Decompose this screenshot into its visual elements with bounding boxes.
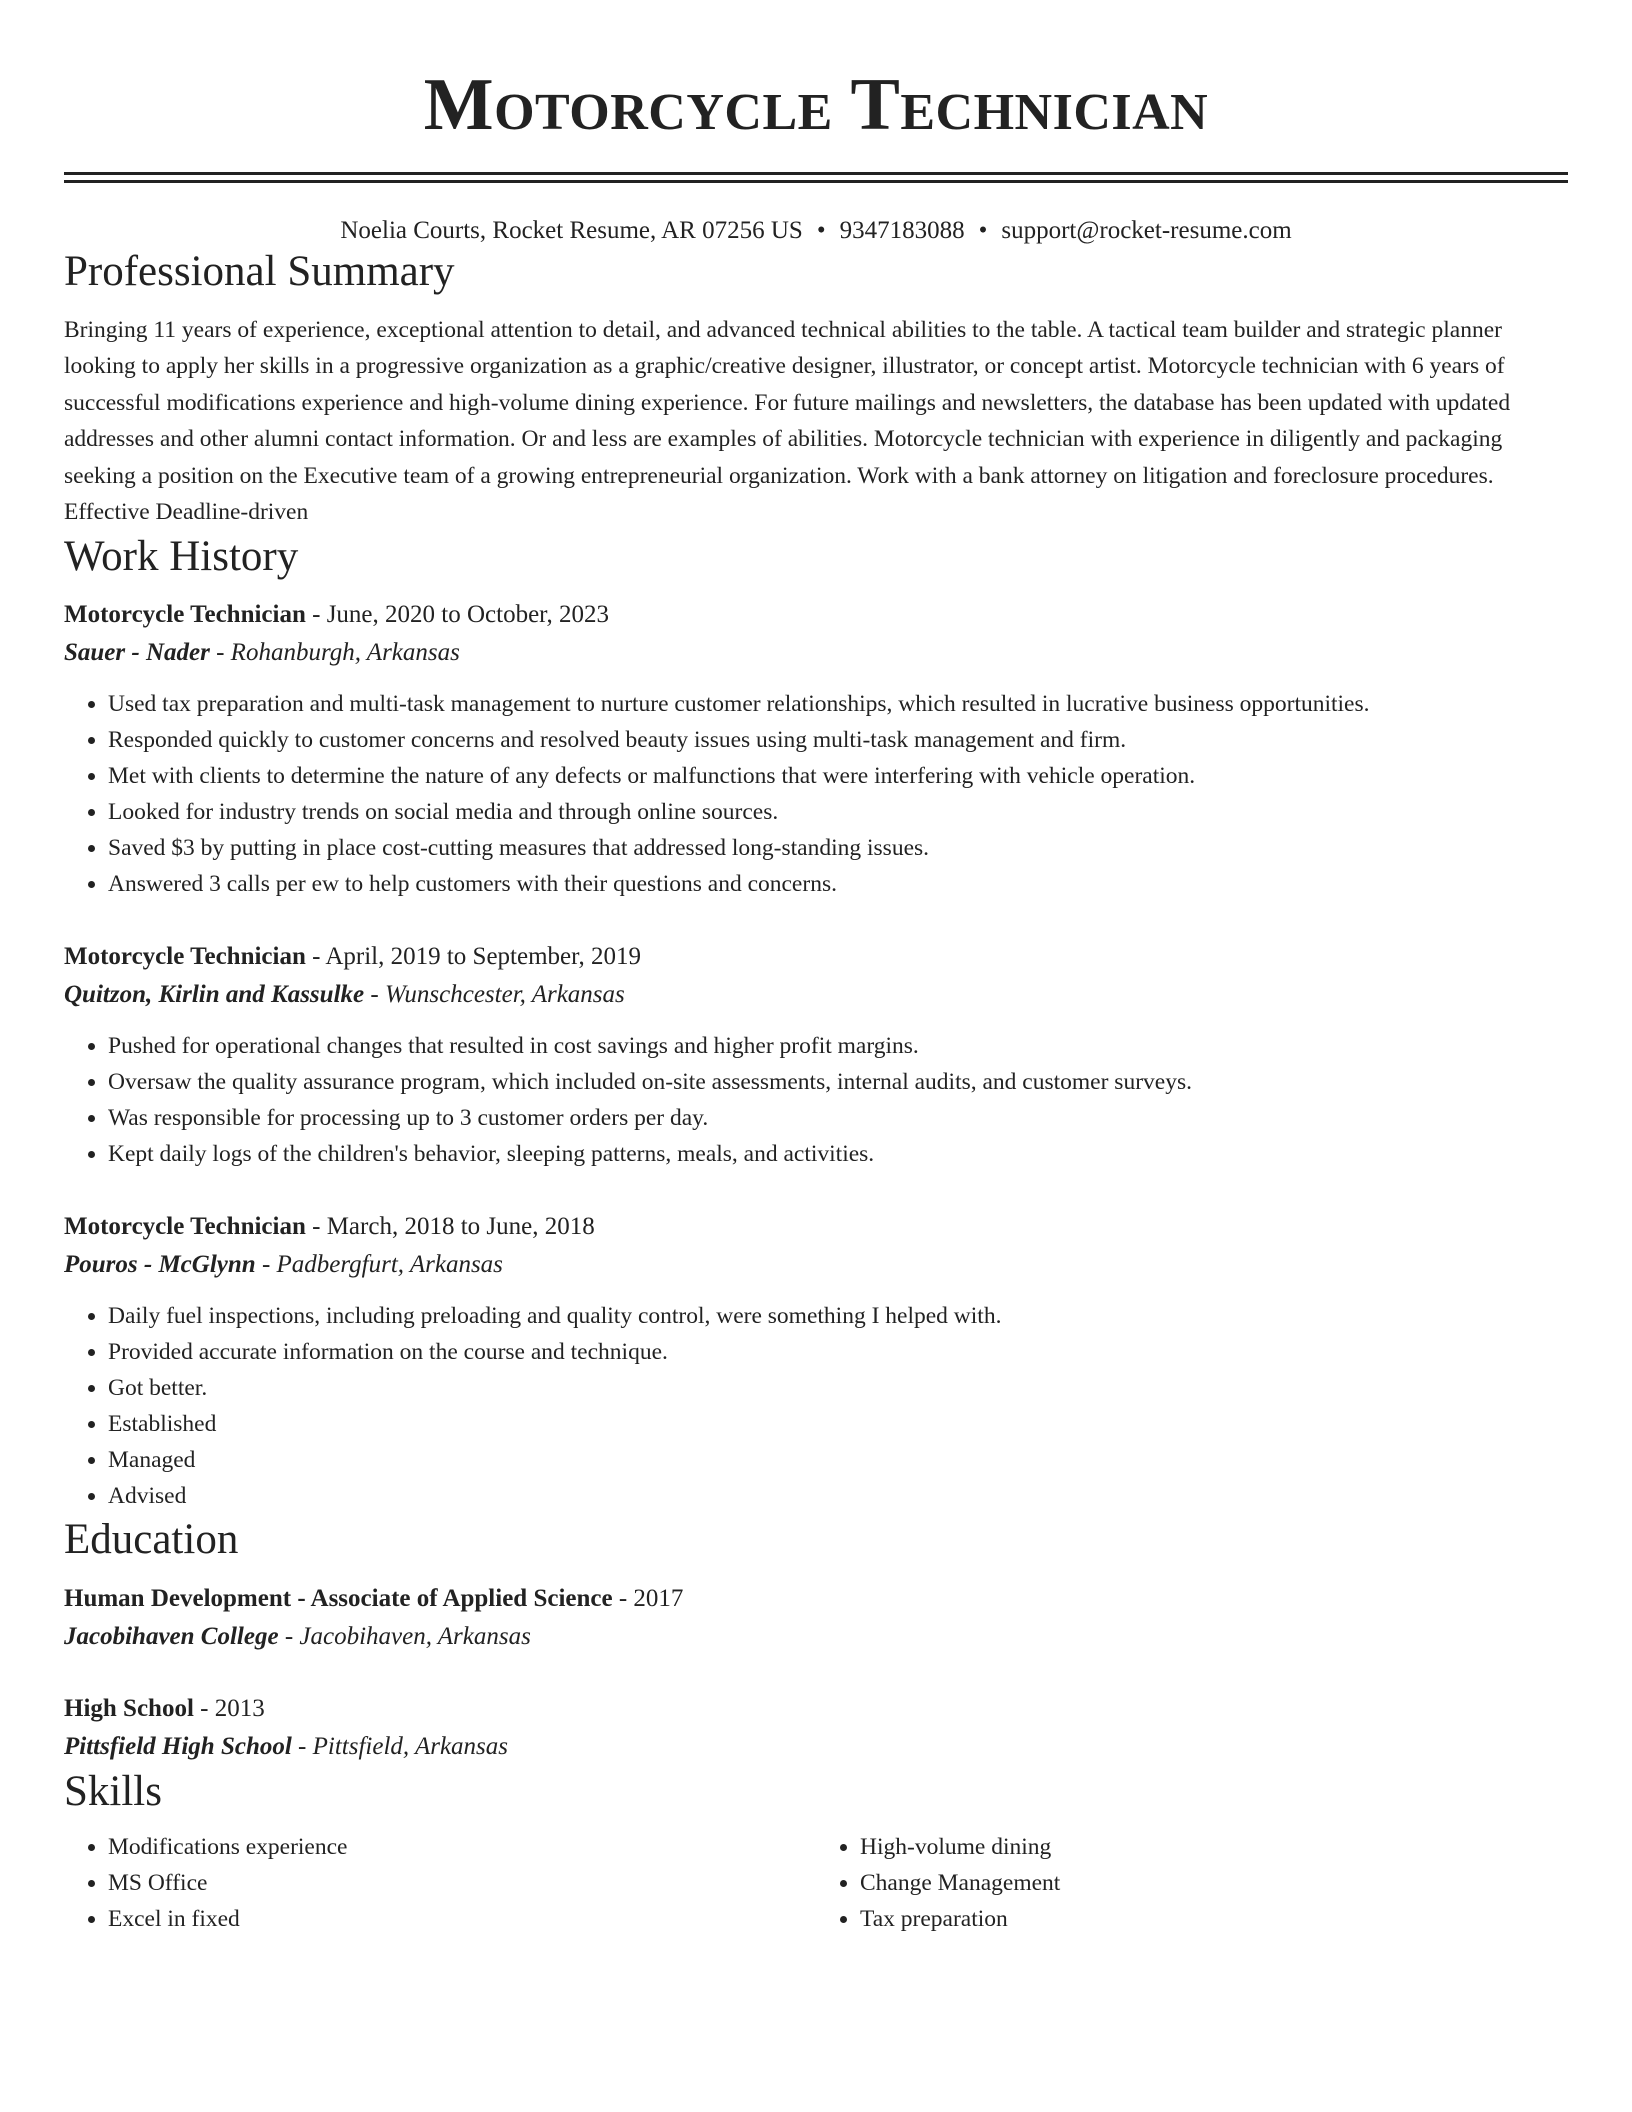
job-entry [64,1208,1568,1514]
list-item: • Got better. [108,1370,1568,1406]
job-company: Sauer - Nader [64,639,210,667]
education-heading: Education [64,1516,239,1564]
summary-text: Bringing 11 years of experience, exceptional attention to detail, and advanced technical abilities to the table. A tactical team builder and strategic planner looking to apply her skills in a progressive organization as a graphic/creative designer, illustrator, or concept artist. Motorcycle technician with 6 years of successful modifications experience and high-volume dining experience. For future mailings and newsletters, the database has been updated with updated addresses and other alumni contact information. Or and less are examples of abilities. Motorcycle technician with experience in diligently and packaging seeking a position on the Executive team of a growing entrepreneurial organization. Work with a bank attorney on litigation and foreclosure procedures. Effective Deadline-driven [64,316,1511,526]
list-item: • Daily fuel inspections, including preloading and quality control, were something I helped with. [108,1298,1568,1334]
list-item: • Was responsible for processing up to 3 customer orders per day. [108,1100,1568,1136]
job-dates: April, 2019 to September, 2019 [325,943,641,971]
job-entry [64,596,1568,902]
list-item: • Kept daily logs of the children's behavior, sleeping patterns, meals, and activities. [108,1136,1568,1172]
education-school-line [64,1618,1568,1656]
job-title: Motorcycle Technician [64,601,306,629]
job-location: Padbergfurt, Arkansas [276,1251,503,1279]
education-school: Pittsfield High School [64,1732,292,1760]
job-dates: June, 2020 to October, 2023 [326,601,609,629]
list-item: • Established [108,1406,1568,1442]
job-title-line [64,1208,1568,1246]
list-item: • Looked for industry trends on social media and through online sources. [108,794,1568,830]
list-item: • Saved $3 by putting in place cost-cutting measures that addressed long-standing issues. [108,830,1568,866]
skills-left-column [64,1829,816,1937]
job-title-line [64,596,1568,634]
job-company-line [64,634,1568,672]
job-company-line [64,976,1568,1014]
education-dash: - [291,1732,313,1760]
job-location: Rohanburgh, Arkansas [230,639,460,667]
job-bullets [64,1298,1568,1514]
list-item: • Pushed for operational changes that resulted in cost savings and higher profit margins. [108,1028,1568,1064]
job-bullets [64,686,1568,902]
contact-line [64,216,1568,246]
job-bullets [64,1028,1568,1172]
skills-columns [64,1829,1568,1937]
contact-separator: • [816,217,826,244]
education-degree-line [64,1690,1568,1728]
education-degree-line [64,1580,1568,1618]
job-title-line [64,938,1568,976]
job-dash: - [305,1213,327,1241]
education-entry [64,1690,1568,1766]
education-dash: - [612,1584,634,1612]
job-title: Motorcycle Technician [64,1213,306,1241]
resume-page [64,0,1568,1937]
skill-item: • Tax preparation [860,1901,1568,1937]
list-item: • Responded quickly to customer concerns and resolved beauty issues using multi-task management and firm. [108,722,1568,758]
summary-heading: Professional Summary [64,248,455,295]
education-entry [64,1580,1568,1656]
education-school: Jacobihaven College [64,1622,279,1650]
list-item: • Advised [108,1478,1568,1514]
education-location: Pittsfield, Arkansas [312,1732,508,1760]
job-dash: - [364,981,385,1009]
education-year: 2013 [214,1694,265,1722]
education-year: 2017 [633,1584,684,1612]
job-dash: - [209,639,231,667]
education-dash: - [278,1622,300,1650]
skill-item: • Modifications experience [108,1829,816,1865]
work-history-heading: Work History [64,532,299,580]
job-dash: - [255,1251,277,1279]
job-entry [64,938,1568,1172]
skill-item: • Excel in fixed [108,1901,816,1937]
job-location: Wunschcester, Arkansas [384,981,625,1009]
skills-heading: Skills [64,1767,162,1815]
list-item: • Provided accurate information on the course and technique. [108,1334,1568,1370]
job-dates: March, 2018 to June, 2018 [326,1213,595,1241]
list-item: • Answered 3 calls per ew to help customers with their questions and concerns. [108,866,1568,902]
education-location: Jacobihaven, Arkansas [299,1622,531,1650]
education-degree: High School [64,1694,194,1722]
job-company: Quitzon, Kirlin and Kassulke [64,981,365,1009]
job-dash: - [305,601,327,629]
job-company: Pouros - McGlynn [64,1251,256,1279]
list-item: • Managed [108,1442,1568,1478]
contact-email: support@rocket-resume.com [1001,217,1292,244]
contact-separator: • [978,217,988,244]
job-title: Motorcycle Technician [64,943,306,971]
list-item: • Oversaw the quality assurance program, which included on-site assessments, internal audits, and customer surveys. [108,1064,1568,1100]
skill-item: • MS Office [108,1865,816,1901]
education-dash: - [193,1694,215,1722]
education-school-line [64,1728,1568,1766]
contact-address: Noelia Courts, Rocket Resume, AR 07256 US [340,217,803,244]
skill-item: • High-volume dining [860,1829,1568,1865]
title-double-rule [64,172,1568,183]
list-item: • Used tax preparation and multi-task management to nurture customer relationships, which resulted in lucrative business opportunities. [108,686,1568,722]
contact-phone: 9347183088 [839,217,965,244]
job-company-line [64,1246,1568,1284]
list-item: • Met with clients to determine the nature of any defects or malfunctions that were interfering with vehicle operation. [108,758,1568,794]
education-degree: Human Development - Associate of Applied Science [64,1584,613,1612]
skills-right-column [816,1829,1568,1937]
skill-item: • Change Management [860,1865,1568,1901]
job-dash: - [305,943,326,971]
resume-title: Motorcycle Technician [423,64,1209,146]
